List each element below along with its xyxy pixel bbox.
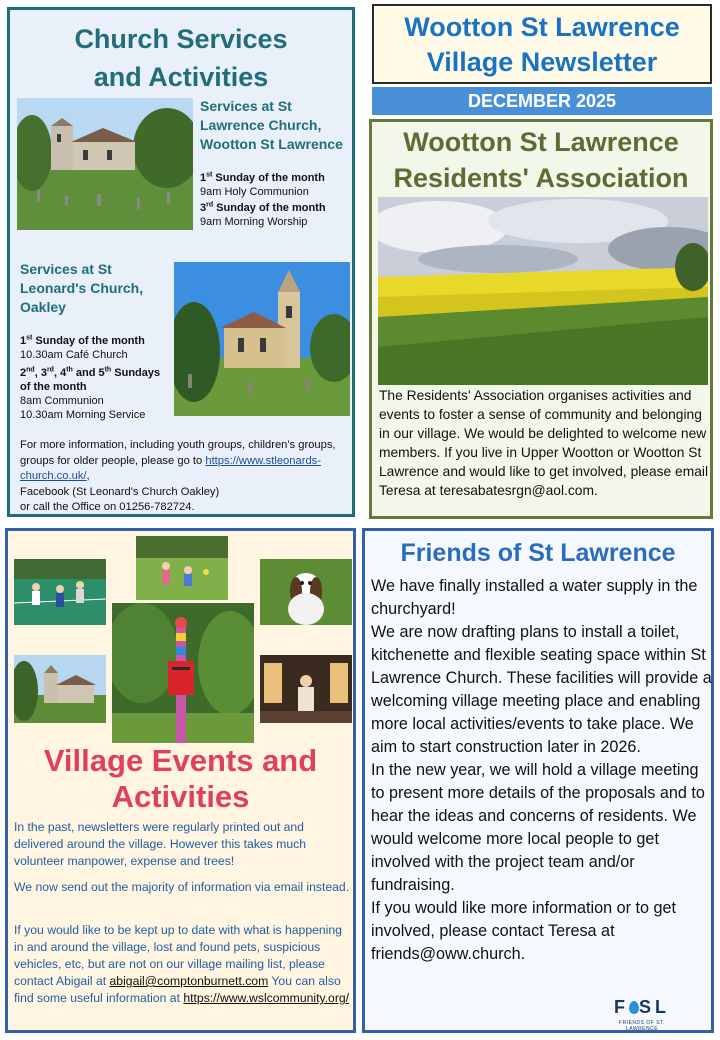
phone-text: or call the Office on 01256-782724. bbox=[20, 501, 195, 513]
postbox-photo bbox=[112, 603, 254, 743]
tennis-photo bbox=[14, 559, 106, 625]
events-paragraph-2: We now send out the majority of information via email instead. bbox=[14, 880, 350, 894]
ordinal: 4 bbox=[60, 367, 67, 379]
service-time: 10.30am Morning Service bbox=[20, 409, 146, 421]
residents-association-panel bbox=[369, 119, 713, 519]
church-services-title bbox=[10, 20, 352, 96]
facebook-text: Facebook (St Leonard's Church Oakley) bbox=[20, 485, 220, 498]
ordinal: 1 bbox=[200, 172, 207, 184]
st-leonard-schedule bbox=[20, 334, 175, 422]
ordinal-suffix: rd bbox=[46, 366, 54, 374]
heading-line: Lawrence Church, bbox=[200, 117, 322, 133]
ordinal-suffix: nd bbox=[26, 366, 35, 374]
service-time: 8am Communion bbox=[20, 395, 104, 407]
friends-body bbox=[371, 575, 713, 966]
heading-line: Leonard's Church, bbox=[20, 280, 144, 296]
events-paragraph-3 bbox=[14, 922, 350, 1007]
village-events-panel bbox=[5, 528, 356, 1033]
separator: and bbox=[72, 367, 99, 379]
newsletter-masthead bbox=[372, 4, 712, 84]
fosl-logo-letters bbox=[603, 997, 681, 1018]
ordinal-suffix: th bbox=[66, 366, 73, 374]
ordinal: 1 bbox=[20, 335, 27, 347]
village-events-title bbox=[8, 743, 353, 815]
ordinal: 2 bbox=[20, 367, 27, 379]
st-lawrence-services-heading bbox=[200, 97, 360, 154]
service-time: 10.30am Café Church bbox=[20, 349, 128, 361]
residents-title bbox=[372, 124, 710, 196]
issue-date-band: DECEMBER 2025 bbox=[372, 87, 712, 115]
title-line-2: Activities bbox=[111, 779, 250, 814]
schedule-label: of the month bbox=[20, 381, 87, 393]
title-line-2: Residents' Association bbox=[393, 163, 689, 193]
schedule-label: Sundays bbox=[111, 367, 161, 379]
ordinal: 5 bbox=[98, 367, 105, 379]
logo-letter-f: F bbox=[613, 997, 629, 1017]
abigail-email-link[interactable]: abigail@comptonburnett.com bbox=[109, 974, 269, 988]
friends-paragraph: We have finally installed a water supply in the churchyard! bbox=[371, 577, 698, 618]
logo-letters-sl: SL bbox=[638, 997, 670, 1017]
friends-paragraph: If you would like more information or to get involved, please contact Teresa at friends@oww.church. bbox=[371, 899, 677, 963]
wsl-community-website-link[interactable]: https://www.wslcommunity.org/ bbox=[183, 991, 350, 1005]
church-services-panel bbox=[7, 7, 355, 517]
friends-paragraph: In the new year, we will hold a village meeting to present more details of the proposals and to hear the ideas and concerns of residents. We would welcome more local people to get involved with the project team and/or fundraising. bbox=[371, 761, 705, 894]
schedule-label: Sunday of the month bbox=[32, 335, 145, 347]
ordinal-suffix: th bbox=[104, 366, 112, 374]
info-separator: , bbox=[86, 470, 90, 482]
ordinal-suffix: st bbox=[26, 334, 33, 342]
info-intro: For more information, including youth groups, children's groups, groups for older people, please go to bbox=[20, 439, 336, 467]
heading-line: Oakley bbox=[20, 299, 66, 315]
st-lawrence-church-small-photo bbox=[14, 655, 106, 723]
friends-paragraph: We are now drafting plans to install a toilet, kitchenette and flexible seating space within St Lawrence Church. These facilities will provide a welcoming village meeting place and enabling more local activities/events to take place. We aim to start construction later in 2026. bbox=[371, 623, 712, 756]
heading-line: Wootton St Lawrence bbox=[200, 136, 343, 152]
fosl-tagline: FRIENDS OF ST. LAWRENCE bbox=[619, 1020, 665, 1032]
para3-mid-text: You can also find some useful information at bbox=[14, 974, 341, 1005]
friends-title: Friends of St Lawrence bbox=[400, 539, 676, 567]
rapeseed-field-photo bbox=[378, 197, 708, 385]
st-leonard-church-photo bbox=[174, 262, 350, 416]
church-title-line-2: and Activities bbox=[93, 62, 269, 92]
ordinal: 3 bbox=[40, 367, 47, 379]
kids-play-photo bbox=[136, 536, 228, 600]
para3-text: If you would like to be kept up to date with what is happening in and around the village, lost and found pets, suspicious vehicles, etc, but are not on our village mailing list, please contact Abigail at bbox=[14, 923, 342, 988]
residents-body-text: The Residents' Association organises activities and events to foster a sense of community and belonging in our village. We would be delighted to welcome new members. If you live in Upper Wootton or Wootton St Lawrence and would like to get involved, please email Teresa at teresabatesrgn@aol.com. bbox=[379, 388, 709, 498]
fosl-logo bbox=[603, 997, 681, 1031]
separator: , bbox=[53, 367, 61, 379]
title-line-2: Village Newsletter bbox=[426, 47, 658, 77]
spaniel-dog-photo bbox=[260, 559, 352, 625]
separator: , bbox=[34, 367, 41, 379]
church-info-text bbox=[20, 438, 350, 516]
ordinal: 3 bbox=[200, 202, 207, 214]
water-drop-icon bbox=[629, 1001, 639, 1014]
st-lawrence-schedule bbox=[200, 171, 355, 229]
schedule-label: Sunday of the month bbox=[213, 202, 326, 214]
church-title-line-1: Church Services bbox=[74, 24, 288, 54]
ordinal-suffix: st bbox=[206, 171, 213, 179]
title-line-1: Village Events and bbox=[43, 743, 318, 778]
indoor-event-photo bbox=[260, 655, 352, 723]
heading-line: Services at St bbox=[20, 261, 112, 277]
st-leonard-services-heading bbox=[20, 260, 180, 317]
heading-line: Services at St bbox=[200, 98, 292, 114]
title-line-1: Wootton St Lawrence bbox=[404, 12, 680, 42]
friends-of-st-lawrence-panel bbox=[362, 528, 714, 1033]
schedule-label: Sunday of the month bbox=[212, 172, 325, 184]
title-line-1: Wootton St Lawrence bbox=[403, 127, 679, 157]
events-paragraph-1: In the past, newsletters were regularly printed out and delivered around the village. However this takes much volunteer manpower, expense and trees! bbox=[14, 820, 306, 868]
st-leonards-website-link[interactable]: https://www.stleonards-church.co.uk/ bbox=[20, 454, 321, 482]
st-lawrence-church-photo bbox=[17, 98, 193, 230]
ordinal-suffix: rd bbox=[206, 201, 214, 209]
service-time: 9am Holy Communion bbox=[200, 186, 309, 198]
newsletter-title bbox=[374, 10, 710, 80]
service-time: 9am Morning Worship bbox=[200, 216, 308, 228]
